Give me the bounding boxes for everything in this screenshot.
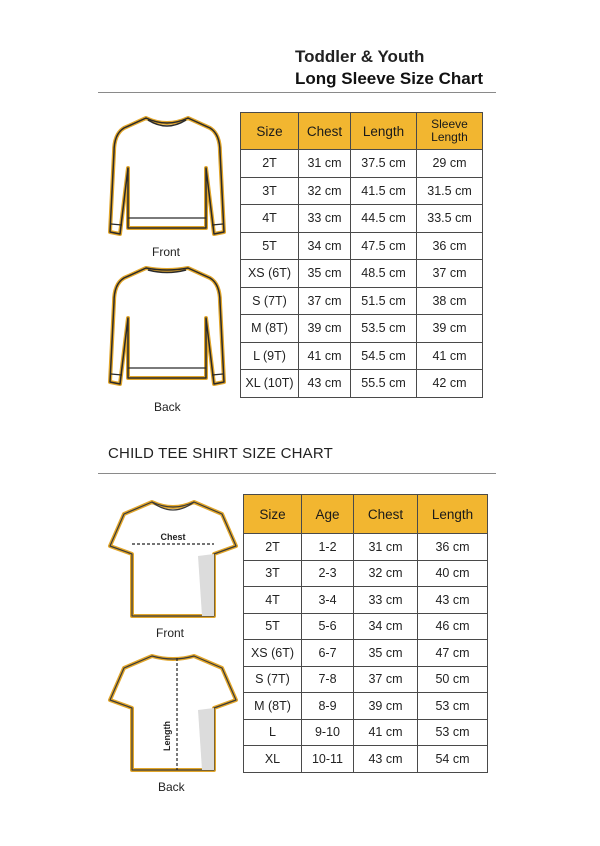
sweatshirt-back-illustration <box>106 262 228 394</box>
table-cell: 48.5 cm <box>351 260 417 288</box>
table-cell: 5T <box>241 232 299 260</box>
table-cell: 41.5 cm <box>351 177 417 205</box>
table-cell: 35 cm <box>299 260 351 288</box>
column-header: Length <box>418 495 488 534</box>
table-cell: 3T <box>241 177 299 205</box>
table-cell: S (7T) <box>241 287 299 315</box>
table-cell: 47 cm <box>418 640 488 667</box>
table-cell: M (8T) <box>244 693 302 720</box>
table-row <box>244 693 488 720</box>
table-cell: 31.5 cm <box>417 177 483 205</box>
table-row <box>241 260 483 288</box>
table-cell: 54.5 cm <box>351 342 417 370</box>
table-cell: 3T <box>244 560 302 587</box>
tee-size-table <box>243 494 488 773</box>
table-cell: L <box>244 719 302 746</box>
column-header: Sleeve Length <box>417 113 483 150</box>
long-sleeve-back-caption: Back <box>154 400 181 414</box>
table-cell: 32 cm <box>299 177 351 205</box>
table-cell: L (9T) <box>241 342 299 370</box>
table-cell: 8-9 <box>302 693 354 720</box>
table-row <box>241 370 483 398</box>
table-header-row <box>241 113 483 150</box>
table-cell: 43 cm <box>299 370 351 398</box>
table-cell: 46 cm <box>418 613 488 640</box>
tee-back-illustration <box>106 650 240 778</box>
table-row <box>244 719 488 746</box>
table-row <box>244 666 488 693</box>
table-cell: 2-3 <box>302 560 354 587</box>
table-cell: 55.5 cm <box>351 370 417 398</box>
table-row <box>244 640 488 667</box>
tee-front-illustration <box>106 496 240 624</box>
table-cell: 35 cm <box>354 640 418 667</box>
table-cell: 39 cm <box>354 693 418 720</box>
table-row <box>244 746 488 773</box>
table-cell: 5T <box>244 613 302 640</box>
table-cell: 31 cm <box>299 150 351 178</box>
column-header: Size <box>244 495 302 534</box>
column-header: Chest <box>354 495 418 534</box>
table-cell: 37.5 cm <box>351 150 417 178</box>
table-cell: 44.5 cm <box>351 205 417 233</box>
title-line-1: Toddler & Youth <box>295 47 425 66</box>
table-cell: 32 cm <box>354 560 418 587</box>
column-header: Age <box>302 495 354 534</box>
table-cell: 36 cm <box>417 232 483 260</box>
table-row <box>244 560 488 587</box>
title-line-2: Long Sleeve Size Chart <box>295 69 483 88</box>
table-cell: S (7T) <box>244 666 302 693</box>
table-cell: 42 cm <box>417 370 483 398</box>
divider-top <box>98 92 496 93</box>
table-cell: 3-4 <box>302 587 354 614</box>
table-cell: 9-10 <box>302 719 354 746</box>
table-cell: 34 cm <box>354 613 418 640</box>
chest-measure-label: Chest <box>160 532 186 542</box>
table-cell: 33 cm <box>299 205 351 233</box>
table-cell: 7-8 <box>302 666 354 693</box>
tee-front-caption: Front <box>156 626 185 640</box>
table-cell: 33.5 cm <box>417 205 483 233</box>
table-cell: XS (6T) <box>241 260 299 288</box>
table-cell: 51.5 cm <box>351 287 417 315</box>
table-cell: 47.5 cm <box>351 232 417 260</box>
table-cell: 54 cm <box>418 746 488 773</box>
table-cell: XL (10T) <box>241 370 299 398</box>
column-header: Size <box>241 113 299 150</box>
table-header-row <box>244 495 488 534</box>
table-cell: M (8T) <box>241 315 299 343</box>
table-cell: 10-11 <box>302 746 354 773</box>
table-cell: 50 cm <box>418 666 488 693</box>
divider-middle <box>98 473 496 474</box>
tee-section-title: CHILD TEE SHIRT SIZE CHART <box>108 445 333 462</box>
table-cell: 2T <box>241 150 299 178</box>
table-cell: 37 cm <box>417 260 483 288</box>
table-cell: 53 cm <box>418 693 488 720</box>
chart-title <box>295 46 483 90</box>
tee-back-caption: Back <box>158 780 185 794</box>
table-row <box>241 232 483 260</box>
table-cell: 4T <box>244 587 302 614</box>
table-cell: 34 cm <box>299 232 351 260</box>
table-row <box>241 150 483 178</box>
table-cell: 31 cm <box>354 534 418 561</box>
sweatshirt-front-illustration <box>106 112 228 244</box>
table-cell: 33 cm <box>354 587 418 614</box>
table-cell: 2T <box>244 534 302 561</box>
column-header: Chest <box>299 113 351 150</box>
table-row <box>244 587 488 614</box>
table-cell: 36 cm <box>418 534 488 561</box>
table-cell: 37 cm <box>299 287 351 315</box>
table-row <box>241 315 483 343</box>
table-cell: 39 cm <box>417 315 483 343</box>
long-sleeve-size-table <box>240 112 483 398</box>
table-row <box>241 287 483 315</box>
table-cell: 37 cm <box>354 666 418 693</box>
long-sleeve-front-caption: Front <box>152 245 181 259</box>
table-cell: XS (6T) <box>244 640 302 667</box>
table-cell: 38 cm <box>417 287 483 315</box>
table-row <box>241 342 483 370</box>
table-cell: 39 cm <box>299 315 351 343</box>
table-cell: 43 cm <box>418 587 488 614</box>
column-header: Length <box>351 113 417 150</box>
table-row <box>241 177 483 205</box>
table-row <box>241 205 483 233</box>
table-cell: 4T <box>241 205 299 233</box>
table-cell: 53.5 cm <box>351 315 417 343</box>
table-cell: 41 cm <box>354 719 418 746</box>
table-cell: 53 cm <box>418 719 488 746</box>
table-cell: 43 cm <box>354 746 418 773</box>
table-cell: 29 cm <box>417 150 483 178</box>
table-cell: 5-6 <box>302 613 354 640</box>
table-cell: 6-7 <box>302 640 354 667</box>
length-measure-label: Length <box>162 721 172 751</box>
table-row <box>244 534 488 561</box>
table-row <box>244 613 488 640</box>
table-cell: XL <box>244 746 302 773</box>
table-cell: 41 cm <box>299 342 351 370</box>
table-cell: 40 cm <box>418 560 488 587</box>
table-cell: 41 cm <box>417 342 483 370</box>
table-cell: 1-2 <box>302 534 354 561</box>
